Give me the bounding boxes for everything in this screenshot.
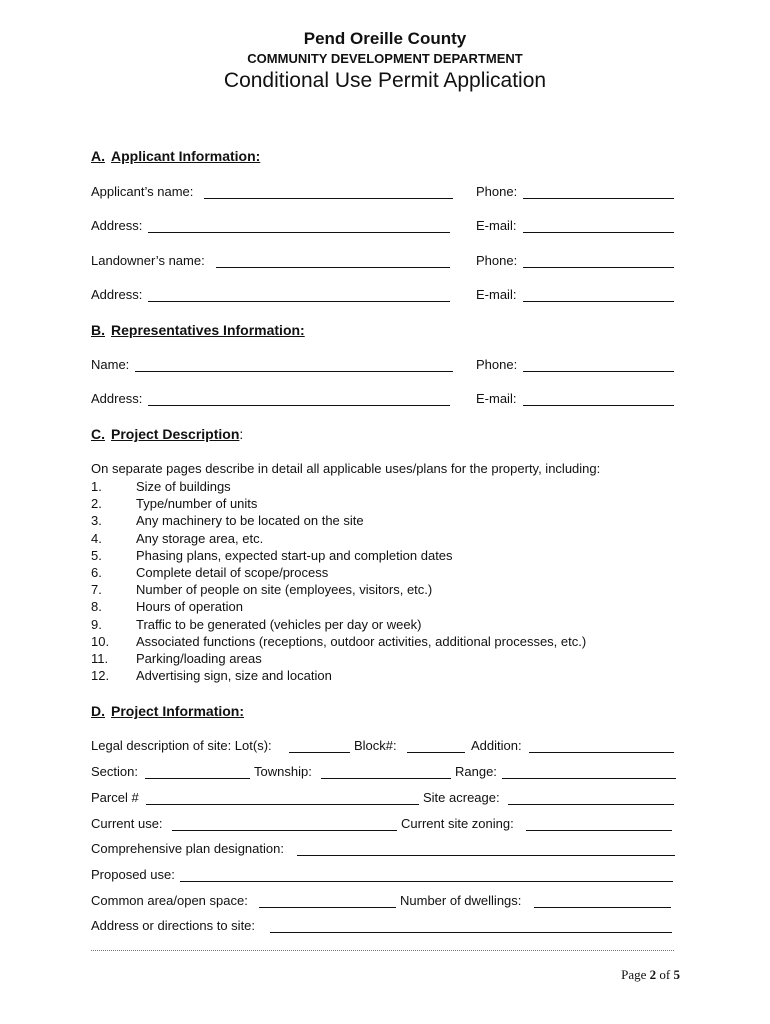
site-acreage-field[interactable] [508, 804, 674, 805]
current-zoning-field[interactable] [526, 830, 672, 831]
proposed-use-label: Proposed use: [91, 867, 175, 882]
applicant-name-label: Applicant’s name: [91, 184, 194, 199]
directions-field[interactable] [270, 932, 672, 933]
landowner-address-field[interactable] [148, 301, 450, 302]
addition-field[interactable] [529, 752, 674, 753]
list-item-number: 11. [91, 650, 109, 666]
list-item-number: 6. [91, 564, 102, 580]
rep-email-field[interactable] [523, 405, 674, 406]
legal-description-label: Legal description of site: Lot(s): [91, 738, 272, 753]
list-item-number: 1. [91, 479, 102, 494]
landowner-email-field[interactable] [523, 301, 674, 302]
section-a-title: Applicant Information: [111, 148, 261, 164]
applicant-email-field[interactable] [523, 232, 674, 233]
current-zoning-label: Current site zoning: [401, 816, 514, 831]
landowner-name-label: Landowner’s name: [91, 253, 205, 268]
applicant-phone-field[interactable] [523, 198, 674, 199]
list-item-text: Number of people on site (employees, visitors, etc.) [136, 582, 433, 598]
page-word: Page [621, 967, 647, 982]
list-item-number: 9. [91, 616, 102, 632]
list-item-text: Any machinery to be located on the site [136, 513, 364, 529]
list-item-number: 7. [91, 582, 102, 598]
applicant-phone-label: Phone: [476, 184, 518, 199]
section-c-title: Project Description [111, 426, 240, 442]
landowner-name-field[interactable] [216, 267, 450, 268]
proposed-use-field[interactable] [180, 881, 673, 882]
section-d-title: Project Information: [111, 703, 245, 719]
parcel-label: Parcel # [91, 790, 139, 805]
list-item-text: Advertising sign, size and location [136, 668, 332, 684]
section-d-heading [91, 703, 244, 719]
list-item-number: 5. [91, 547, 102, 563]
department-name: COMMUNITY DEVELOPMENT DEPARTMENT [247, 51, 523, 66]
section-c-colon: : [239, 426, 244, 442]
list-item-number: 2. [91, 496, 102, 512]
site-acreage-label: Site acreage: [423, 790, 500, 805]
addition-label: Addition: [471, 738, 522, 753]
applicant-name-field[interactable] [204, 198, 453, 199]
range-field[interactable] [502, 778, 676, 779]
comp-plan-field[interactable] [297, 855, 675, 856]
list-item-text: Complete detail of scope/process [136, 564, 329, 580]
lot-field[interactable] [289, 752, 350, 753]
common-area-label: Common area/open space: [91, 893, 248, 908]
section-b-letter: B. [91, 322, 105, 338]
list-item-number: 12. [91, 668, 110, 684]
township-label: Township: [254, 764, 312, 779]
list-item-text: Hours of operation [136, 599, 243, 615]
landowner-phone-field[interactable] [523, 267, 674, 268]
comp-plan-label: Comprehensive plan designation: [91, 841, 284, 856]
section-b-title: Representatives Information: [111, 322, 305, 338]
block-label: Block#: [354, 738, 397, 753]
page-total: 5 [673, 967, 680, 982]
section-a-letter: A. [91, 148, 105, 164]
rep-address-field[interactable] [148, 405, 450, 406]
list-item-number: 4. [91, 530, 102, 546]
list-item-number: 10. [91, 633, 110, 649]
section-field[interactable] [145, 778, 250, 779]
list-item-text: Any storage area, etc. [136, 530, 264, 546]
directions-field-continued[interactable] [91, 950, 674, 951]
list-item-number: 3. [91, 513, 102, 529]
project-description-intro: On separate pages describe in detail all applicable uses/plans for the property, including: [91, 461, 601, 476]
rep-address-label: Address: [91, 391, 143, 406]
of-word: of [659, 967, 671, 982]
list-item-text: Traffic to be generated (vehicles per day or week) [136, 616, 422, 632]
directions-label: Address or directions to site: [91, 918, 256, 933]
page-current: 2 [649, 967, 657, 982]
section-label: Section: [91, 764, 138, 779]
landowner-email-label: E-mail: [476, 287, 517, 302]
section-c-letter: C. [91, 426, 105, 442]
landowner-address-label: Address: [91, 287, 143, 302]
page-number [621, 967, 680, 983]
dwellings-field[interactable] [534, 907, 671, 908]
dwellings-label: Number of dwellings: [400, 893, 522, 908]
list-item-text: Associated functions (receptions, outdoor activities, additional processes, etc.) [136, 633, 587, 649]
list-item-number: 8. [91, 599, 102, 615]
parcel-field[interactable] [146, 804, 419, 805]
form-title: Conditional Use Permit Application [223, 69, 547, 92]
rep-phone-label: Phone: [476, 357, 518, 372]
county-name: Pend Oreille County [303, 29, 467, 48]
applicant-email-label: E-mail: [476, 218, 517, 233]
current-use-label: Current use: [91, 816, 163, 831]
block-field[interactable] [407, 752, 465, 753]
section-c-heading [91, 426, 243, 442]
applicant-address-field[interactable] [148, 232, 450, 233]
list-item-text: Type/number of units [136, 496, 258, 512]
rep-name-label: Name: [91, 357, 130, 372]
current-use-field[interactable] [172, 830, 397, 831]
township-field[interactable] [321, 778, 451, 779]
section-a-heading [91, 148, 260, 164]
landowner-phone-label: Phone: [476, 253, 518, 268]
rep-name-field[interactable] [135, 371, 453, 372]
section-b-heading [91, 322, 305, 338]
applicant-address-label: Address: [91, 218, 143, 233]
common-area-field[interactable] [259, 907, 396, 908]
list-item-text: Phasing plans, expected start-up and completion dates [136, 547, 453, 563]
rep-email-label: E-mail: [476, 391, 517, 406]
list-item-text: Parking/loading areas [136, 650, 262, 666]
range-label: Range: [455, 764, 497, 779]
section-d-letter: D. [91, 703, 105, 719]
list-item-text: Size of buildings [136, 479, 231, 494]
rep-phone-field[interactable] [523, 371, 674, 372]
